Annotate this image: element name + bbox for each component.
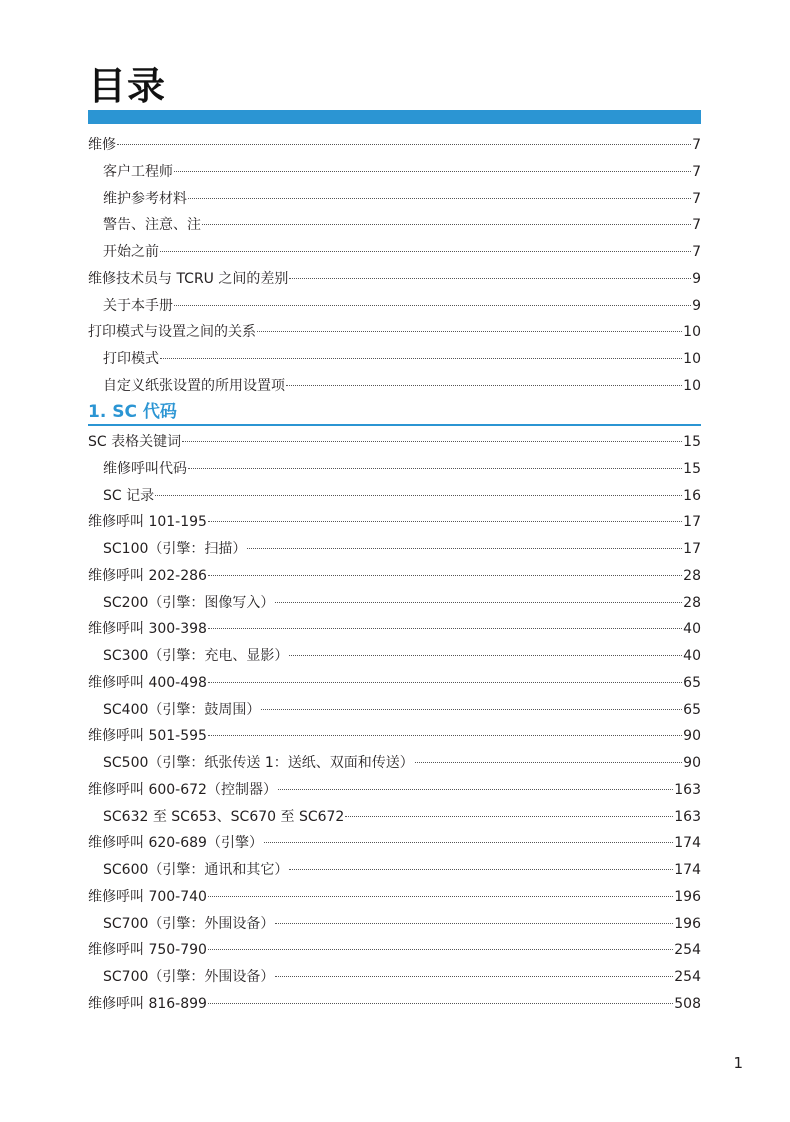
- toc-dot-leader: [415, 762, 682, 763]
- page-number: 1: [733, 1054, 743, 1072]
- toc-entry[interactable]: [88, 319, 701, 346]
- toc-entry[interactable]: [88, 964, 701, 991]
- toc-entry-label: 打印模式与设置之间的关系: [88, 324, 256, 341]
- toc-entry-label: SC 记录: [103, 487, 155, 504]
- toc-entry-page: 15: [683, 434, 701, 450]
- toc-entry[interactable]: [88, 483, 701, 510]
- toc-entry-label: 维修呼叫 300-398: [88, 621, 207, 638]
- toc-dot-leader: [264, 842, 673, 843]
- toc-entry-page: 9: [692, 297, 701, 314]
- toc-entry[interactable]: [88, 186, 701, 213]
- toc-entry-page: 10: [683, 377, 701, 394]
- toc-entry-label: 开始之前: [103, 244, 159, 260]
- toc-dot-leader: [155, 495, 682, 496]
- toc-entry-page: 174: [674, 835, 701, 852]
- toc-dot-leader: [247, 548, 682, 549]
- toc-entry-label: SC500（引擎：纸张传送 1：送纸、双面和传送）: [103, 755, 414, 771]
- toc-entry-label: SC400（引擎：鼓周围）: [103, 701, 261, 718]
- toc-section-front-matter: [88, 132, 701, 400]
- toc-dot-leader: [202, 224, 691, 225]
- toc-entry-label: SC700（引擎：外围设备）: [103, 969, 275, 985]
- toc-entry[interactable]: [88, 697, 701, 724]
- toc-entry-label: 维修呼叫 750-790: [88, 942, 207, 959]
- toc-entry-label: 维修呼叫 101-195: [88, 514, 207, 531]
- toc-dot-leader: [286, 385, 682, 386]
- toc-entry-label: 客户工程师: [103, 163, 173, 180]
- toc-entry-page: 9: [692, 270, 701, 287]
- toc-entry[interactable]: [88, 266, 701, 293]
- toc-entry[interactable]: [88, 212, 701, 239]
- toc-entry-page: 7: [692, 137, 701, 153]
- toc-entry-label: SC 表格关键词: [88, 434, 182, 450]
- toc-entry-page: 163: [674, 808, 701, 825]
- toc-entry-page: 15: [683, 460, 701, 477]
- toc-dot-leader: [208, 896, 673, 897]
- toc-entry-label: SC600（引擎：通讯和其它）: [103, 862, 289, 878]
- toc-entry[interactable]: [88, 723, 701, 750]
- toc-entry-label: 维修技术员与 TCRU 之间的差别: [88, 270, 289, 287]
- toc-entry-label: 维修呼叫 501-595: [88, 728, 207, 745]
- toc-entry-page: 10: [683, 351, 701, 367]
- toc-entry[interactable]: [88, 937, 701, 964]
- toc-entry-page: 7: [692, 217, 701, 234]
- toc-entry-page: 254: [674, 942, 701, 959]
- toc-dot-leader: [208, 628, 682, 629]
- toc-entry-page: 7: [692, 190, 701, 207]
- toc-entry-page: 10: [683, 324, 701, 341]
- title-accent-bar: [88, 110, 701, 124]
- toc-entry-label: 维修: [88, 137, 116, 153]
- toc-section-sc-codes: [88, 429, 701, 1018]
- toc-entry-label: 维修呼叫 620-689（引擎）: [88, 835, 263, 852]
- toc-entry[interactable]: [88, 670, 701, 697]
- toc-entry[interactable]: [88, 563, 701, 590]
- toc-entry-label: 维修呼叫 700-740: [88, 888, 207, 905]
- toc-entry-label: SC300（引擎：充电、显影）: [103, 648, 289, 664]
- toc-entry-page: 65: [683, 701, 701, 718]
- toc-entry-label: SC700（引擎：外围设备）: [103, 915, 275, 932]
- toc-entry[interactable]: [88, 429, 701, 456]
- toc-entry[interactable]: [88, 804, 701, 831]
- toc-dot-leader: [117, 144, 691, 145]
- toc-entry-page: 196: [674, 915, 701, 932]
- toc-entry-page: 17: [683, 514, 701, 531]
- toc-dot-leader: [208, 682, 682, 683]
- toc-dot-leader: [208, 1003, 673, 1004]
- toc-entry[interactable]: [88, 616, 701, 643]
- toc-entry-page: 174: [674, 862, 701, 878]
- toc-entry-label: 维修呼叫 816-899: [88, 995, 207, 1012]
- chapter-heading: [88, 400, 701, 426]
- toc-entry-label: 维修呼叫 600-672（控制器）: [88, 781, 277, 798]
- toc-dot-leader: [278, 789, 673, 790]
- toc-entry-page: 163: [674, 781, 701, 798]
- toc-dot-leader: [160, 251, 691, 252]
- toc-dot-leader: [275, 602, 682, 603]
- toc-entry[interactable]: [88, 590, 701, 617]
- toc-entry-page: 90: [683, 755, 701, 771]
- toc-entry-label: 维修呼叫 202-286: [88, 567, 207, 584]
- toc-entry[interactable]: [88, 373, 701, 400]
- toc-entry-label: 维修呼叫 400-498: [88, 674, 207, 691]
- toc-entry[interactable]: [88, 777, 701, 804]
- toc-entry[interactable]: [88, 346, 701, 373]
- toc-entry[interactable]: [88, 884, 701, 911]
- toc-entry-label: 维护参考材料: [103, 190, 187, 207]
- toc-entry[interactable]: [88, 750, 701, 777]
- toc-dot-leader: [208, 575, 682, 576]
- toc-entry[interactable]: [88, 159, 701, 186]
- toc-entry[interactable]: [88, 857, 701, 884]
- toc-entry[interactable]: [88, 643, 701, 670]
- toc-entry[interactable]: [88, 911, 701, 938]
- toc-entry-label: 维修呼叫代码: [103, 460, 187, 477]
- toc-entry[interactable]: [88, 830, 701, 857]
- toc-entry[interactable]: [88, 239, 701, 266]
- toc-entry-label: 自定义纸张设置的所用设置项: [103, 377, 285, 394]
- toc-dot-leader: [345, 816, 673, 817]
- toc-dot-leader: [188, 198, 691, 199]
- toc-entry[interactable]: [88, 132, 701, 159]
- toc-entry-page: 17: [683, 541, 701, 557]
- toc-entry-page: 40: [683, 648, 701, 664]
- toc-entry-label: 打印模式: [103, 351, 159, 367]
- toc-entry-label: SC100（引擎：扫描）: [103, 541, 247, 557]
- chapter-heading-label[interactable]: 1. SC 代码: [88, 402, 177, 422]
- toc-entry-page: 7: [692, 244, 701, 260]
- page-title: 目录: [88, 64, 167, 108]
- toc-entry-label: SC200（引擎：图像写入）: [103, 594, 275, 611]
- toc-dot-leader: [275, 923, 673, 924]
- toc-dot-leader: [174, 305, 691, 306]
- toc-entry[interactable]: [88, 991, 701, 1018]
- toc-entry[interactable]: [88, 293, 701, 320]
- toc-dot-leader: [160, 358, 682, 359]
- toc-dot-leader: [208, 521, 682, 522]
- toc-entry-page: 16: [683, 487, 701, 504]
- toc-entry[interactable]: [88, 456, 701, 483]
- toc-entry[interactable]: [88, 536, 701, 563]
- toc-entry-page: 90: [683, 728, 701, 745]
- toc-entry-page: 28: [683, 594, 701, 611]
- toc-dot-leader: [289, 278, 691, 279]
- toc-entry-label: 警告、注意、注: [103, 217, 201, 234]
- toc-dot-leader: [261, 709, 682, 710]
- toc-dot-leader: [289, 869, 673, 870]
- toc-entry-label: 关于本手册: [103, 297, 173, 314]
- toc-entry-page: 196: [674, 888, 701, 905]
- toc-dot-leader: [275, 976, 673, 977]
- toc-dot-leader: [174, 171, 691, 172]
- toc-dot-leader: [289, 655, 682, 656]
- toc-entry-page: 508: [674, 995, 701, 1012]
- toc-entry[interactable]: [88, 509, 701, 536]
- toc-entry-page: 40: [683, 621, 701, 638]
- toc-dot-leader: [182, 441, 682, 442]
- toc-dot-leader: [208, 949, 673, 950]
- toc-dot-leader: [188, 468, 682, 469]
- toc-entry-page: 65: [683, 674, 701, 691]
- toc-entry-page: 7: [692, 163, 701, 180]
- toc-entry-page: 28: [683, 567, 701, 584]
- toc-entry-page: 254: [674, 969, 701, 985]
- toc-dot-leader: [208, 735, 682, 736]
- toc-dot-leader: [257, 331, 682, 332]
- toc-entry-label: SC632 至 SC653、SC670 至 SC672: [103, 808, 345, 825]
